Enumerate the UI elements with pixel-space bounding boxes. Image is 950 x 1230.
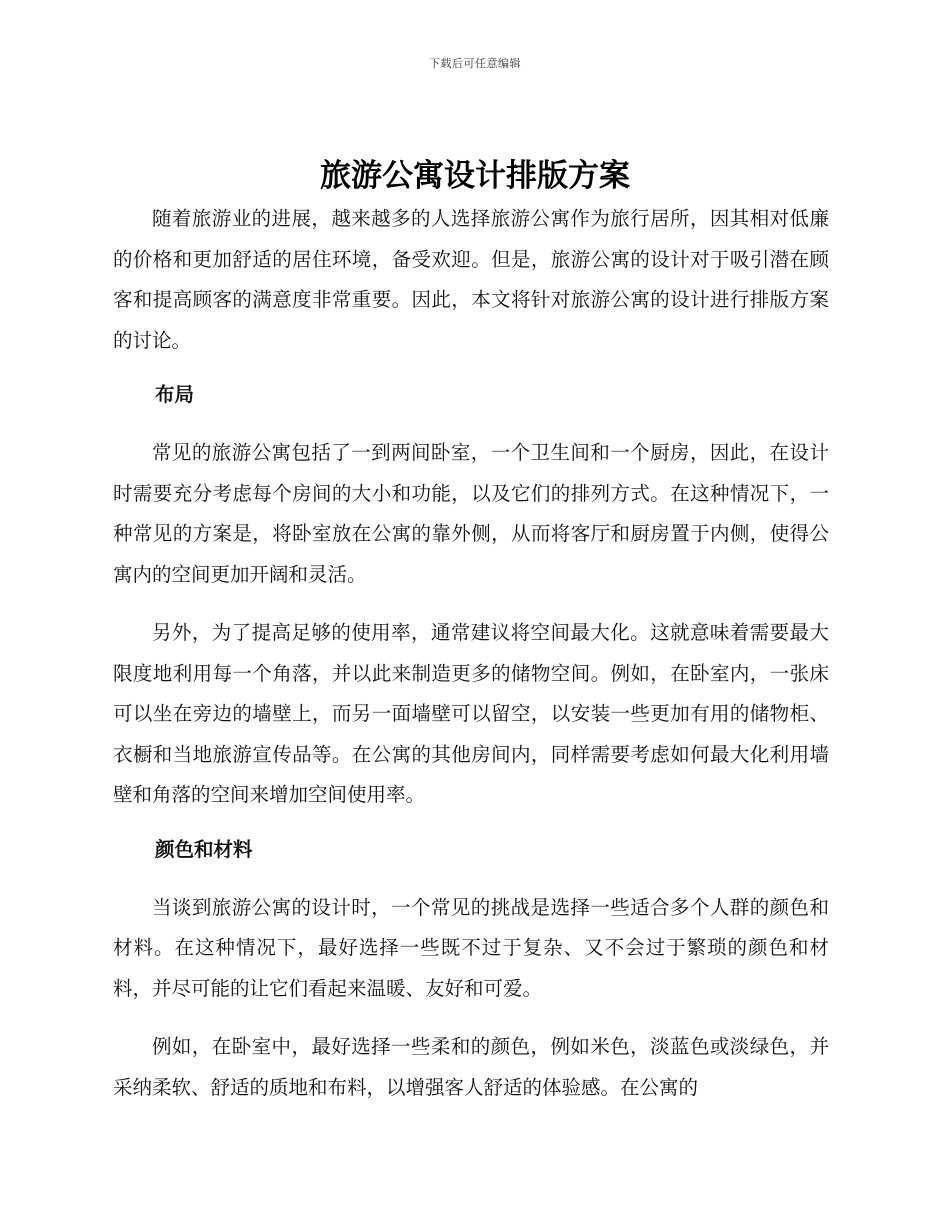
layout-paragraph-2: 另外，为了提高足够的使用率，通常建议将空间最大化。这就意味着需要最大限度地利用每一个角落，并以此来制造更多的储物空间。例如，在卧室内，一张床可以坐在旁边的墙壁上，而另一面墙壁可以留空，以安装一些更加有用的储物柜、衣橱和当地旅游宣传品等。在公寓的其他房间内，同样需要考虑如何最大化利用墙壁和角落的空间来增加空间使用率。 [113, 621, 829, 806]
colors-paragraph-2: 例如，在卧室中，最好选择一些柔和的颜色，例如米色，淡蓝色或淡绿色，并采纳柔软、舒适的质地和布料，以增强客人舒适的体验感。在公寓的 [113, 1035, 829, 1099]
colors-paragraph-1: 当谈到旅游公寓的设计时，一个常见的挑战是选择一些适合多个人群的颜色和材料。在这种情况下，最好选择一些既不过于复杂、又不会过于繁琐的颜色和材料，并尽可能的让它们看起来温暖、友好和可爱。 [113, 895, 829, 1000]
section-heading-colors-materials: 颜色和材料 [155, 837, 253, 861]
document-body [113, 199, 829, 1108]
page-header-note: 下载后可任意编辑 [429, 57, 521, 70]
layout-paragraph-1: 常见的旅游公寓包括了一到两间卧室，一个卫生间和一个厨房，因此，在设计时需要充分考虑每个房间的大小和功能，以及它们的排列方式。在这种情况下，一种常见的方案是，将卧室放在公寓的靠外侧，从而将客厅和厨房置于内侧，使得公寓内的空间更加开阔和灵活。 [113, 441, 829, 586]
intro-paragraph: 随着旅游业的进展，越来越多的人选择旅游公寓作为旅行居所，因其相对低廉的价格和更加舒适的居住环境，备受欢迎。但是，旅游公寓的设计对于吸引潜在顾客和提高顾客的满意度非常重要。因此，本文将针对旅游公寓的设计进行排版方案的讨论。 [113, 207, 829, 352]
section-heading-layout: 布局 [155, 383, 195, 406]
document-title: 旅游公寓设计排版方案 [320, 158, 630, 194]
